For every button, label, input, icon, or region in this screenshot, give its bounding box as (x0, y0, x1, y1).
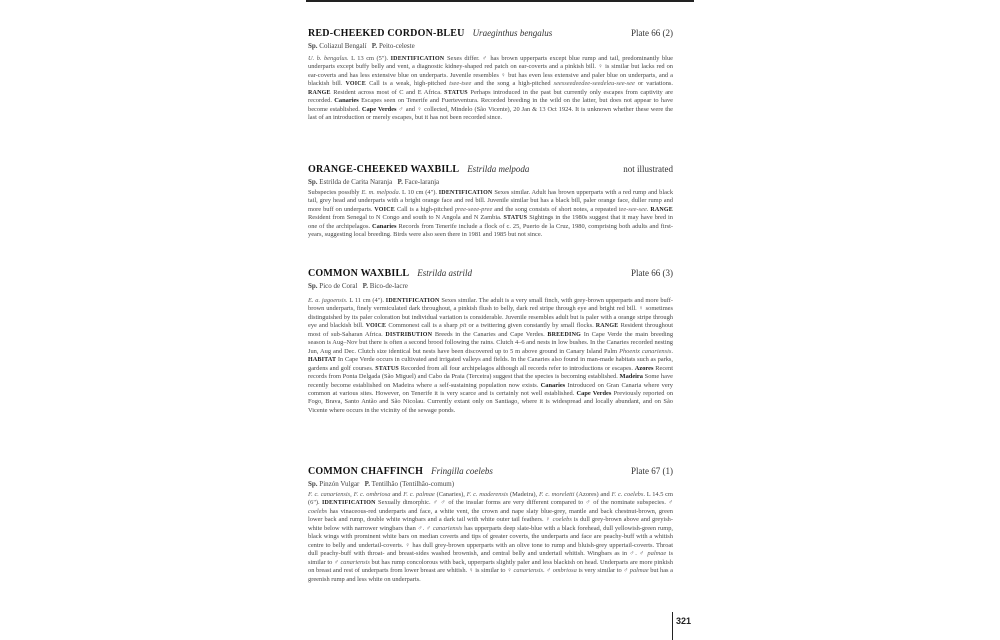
italic-text: pree-seee-pree (454, 205, 493, 213)
italic-text: F. c. palmae (403, 491, 435, 498)
italic-text: tee-see-see (618, 205, 647, 213)
body-text: Sightings in the 1980s suggest that it may have bred in one of the archipelagos. (308, 214, 673, 230)
section-label: HABITAT (308, 357, 338, 364)
body-text: Some have recently become established on Madeira where a self-sustaining population now exists. (308, 373, 673, 389)
body-text: is similar to ♂ (308, 550, 673, 566)
section-label: STATUS (503, 215, 530, 222)
local-names (308, 480, 673, 489)
species-header (308, 28, 673, 41)
species-description (308, 189, 673, 257)
local-names (308, 282, 673, 291)
body-text: Call is a high-pitched (396, 205, 455, 213)
species-name-heading (308, 268, 472, 279)
local-name: Bico-de-lacre (369, 282, 408, 290)
body-text: Resident throughout most of sub-Saharan Africa. (308, 322, 673, 338)
plate-reference: Plate 67 (1) (631, 466, 673, 476)
page-number: 321 (676, 616, 692, 626)
italic-text: E. a. jagoensis. (308, 297, 350, 304)
body-text: Sexually dimorphic. ♂ ♂ of the insular forms are very different compared to ♂ of the nominate subspecies. ♂ (378, 499, 673, 507)
body-text: In Cape Verde the main breeding season is Aug–Nov but there is often a second brood following the rains. Clutch 4–6 and nests in low bushes. In the Canaries recorded nesting Jun, Aug and Dec. Clutch size identical but nests have been discovered up to 5 m above ground in Canary Island Palm (308, 330, 673, 355)
local-name-lang: Sp. (308, 282, 318, 290)
location-label: Canaries (372, 222, 399, 230)
body-text: Recent records from Ponta Delgada (São Miguel) and Cabo da Praia (Terceira) suggest that the species is becoming established. (308, 364, 673, 381)
section-label: RANGE (595, 323, 621, 330)
italic-text: palmae (629, 567, 649, 575)
section-label: RANGE (308, 89, 334, 96)
species-scientific-name: Uraeginthus bengalus (472, 28, 553, 38)
italic-text: canariensis (340, 558, 370, 566)
location-label: Canaries (334, 97, 362, 105)
section-label: IDENTIFICATION (385, 298, 442, 304)
body-text: but has a greenish rump and less white on underparts. (308, 567, 673, 583)
location-label: Azores (634, 364, 656, 372)
location-label: Cape Verdes (361, 105, 399, 113)
body-text: is very similar to ♂ (576, 567, 630, 575)
body-text: . (646, 205, 651, 213)
section-label: IDENTIFICATION (321, 500, 379, 507)
local-name-lang: P. (397, 178, 403, 186)
italic-text: F. c. maderensis (466, 491, 509, 498)
body-text: and the song a high-pitched (471, 80, 554, 88)
local-name-lang: Sp. (308, 178, 318, 186)
body-text: Previously reported on Fogo, Brava, Santo Antão and São Nicolau. Currently extant only on Santiago, where it is widespread and locally abundant, and on São Vicente where occurs in the vicinity of the sewage ponds. (308, 389, 673, 414)
body-text: is dull grey-brown above and greyish-white below with narrower wingbars than ♂. ♂ (308, 516, 673, 532)
body-text: L 11 cm (4"). (349, 297, 386, 304)
species-description (308, 491, 673, 609)
section-label: VOICE (365, 323, 389, 330)
species-name-heading (308, 164, 529, 175)
body-text: . ♂ (543, 567, 553, 575)
body-text: (Madeira), (508, 491, 539, 498)
italic-text: palmae (647, 550, 667, 558)
body-text: Recorded from all four archipelagos although all records refer to introductions or escapes. (400, 364, 635, 372)
species-header (308, 268, 673, 281)
body-text: or variations. (634, 80, 673, 88)
species-scientific-name: Fringilla coelebs (431, 466, 493, 476)
location-label: Madeira (619, 373, 645, 381)
body-text: Commonest call is a sharp (388, 322, 460, 330)
italic-text: coelebs (308, 507, 328, 515)
body-text: Introduced on Gran Canaria where very common at various sites. However, on Tenerife it is very scarce and is certainly not well established. (308, 381, 673, 397)
local-name: Coliazul Bengalí (319, 42, 367, 50)
section-label: BREEDING (547, 331, 584, 338)
section-label: IDENTIFICATION (390, 56, 447, 62)
italic-text: F. c. moreletti (538, 491, 575, 498)
body-text: Resident from Senegal to N Congo and south to N Angola and N Zambia. (308, 214, 504, 222)
local-name: Estrilda de Carita Naranja (319, 178, 393, 186)
species-entry-red-cheeked-cordon-bleu (308, 28, 673, 149)
body-text: or a twittering given constantly by small flocks. (466, 322, 596, 330)
body-text: but has rump concolorous with back, upperparts slightly paler and less blackish on head. Underparts are more pinkish on breast and rest of underparts from lower breast are whitish. ♀ is similar to ♀ (308, 558, 673, 575)
body-text: Call is a weak, high-pitched (369, 80, 450, 88)
italic-text: F. c. coelebs (611, 491, 644, 498)
body-text: In Cape Verde occurs in cultivated and irrigated valleys and fields. In the Canaries also found in man-made habitats such as parks, gardens and golf courses. (308, 356, 673, 372)
body-text: and the song consists of short notes, a repeated (492, 205, 619, 213)
species-header (308, 466, 673, 479)
species-description (308, 297, 673, 459)
local-name: Pico de Coral (319, 282, 358, 290)
section-label: STATUS (375, 365, 401, 372)
body-text: Perhaps introduced in the past but currently only escapes from captivity are recorded. (308, 88, 673, 105)
section-label: VOICE (345, 81, 370, 88)
italic-text: seesseedeedee-seedeleu-see-see (553, 80, 635, 88)
page-top-rule (306, 0, 694, 2)
body-text: Sexes similar. Adult has brown upperparts with a red rump and black tail, grey head and underparts with a bright orange face and red bill. Juvenile similar but has a black bill, paler orange face, duller rump and more buff on underparts. (308, 189, 673, 213)
body-text: ♂ and ♀ collected, Mindelo (São Vicente), 20 Jan & 13 Oct 1924. It is unknown whether these were the last of an introduction or merely escapes, but it has not been recorded since. (308, 105, 673, 122)
italic-text: coelebs (552, 516, 572, 524)
section-label: DISTRIBUTION (385, 331, 435, 338)
body-text: has vinaceous-red underparts and face, a white vent, the crown and nape slaty blue-grey, mantle and back chestnut-brown, green lower back and rump, double white wingbars and a dark tail with white outer tail feathers. ♀ (308, 507, 673, 524)
section-label: RANGE (650, 206, 673, 213)
body-text: Subspecies possibly (308, 189, 362, 196)
species-name-heading (308, 28, 552, 39)
section-label: VOICE (374, 206, 397, 213)
local-name-lang: Sp. (308, 42, 318, 50)
species-description (308, 55, 673, 149)
species-common-name: COMMON CHAFFINCH (308, 466, 424, 477)
plate-reference: not illustrated (623, 164, 673, 174)
local-name-lang: P. (362, 282, 369, 290)
body-text: . L 14.5 cm (6"). (308, 491, 673, 507)
species-common-name: ORANGE-CHEEKED WAXBILL (308, 164, 460, 175)
species-header (308, 164, 673, 177)
body-text: Resident across most of C and E Africa. (333, 88, 445, 96)
local-name: Face-laranja (404, 178, 440, 186)
body-text: has upperparts deep slate-blue with a black forehead, dull yellowish-green rump, black wings with prominent white bars on median coverts and tips of greater coverts, the underparts and face are peachy-buff with a whitish centre to belly and undertail-coverts. ♀ has dull grey-brown upperparts with an olive tone to rump and bluish-grey uppertail-coverts. Throat dull peachy-buff with throat- and breast-sides washed brownish, and central belly and undertail whitish. Wingbars as in ♂. ♂ (308, 524, 673, 558)
body-text: Records from Tenerife include a flock of c. 25, Puerto de la Cruz, 1980, comprising both adults and first-years, suggesting local breeding. Birds were also seen there in 1981 and 1985 but not since. (308, 222, 673, 239)
body-text: . (671, 347, 673, 355)
local-name: Tentilhão (Tentilhão-comum) (371, 480, 455, 488)
local-name-lang: P. (371, 42, 378, 50)
local-name: Pinzón Vulgar (319, 480, 360, 488)
plate-reference: Plate 66 (2) (631, 28, 673, 38)
body-text: Breeds in the Canaries and Cape Verdes. (434, 330, 548, 338)
local-name: Peito-celeste (378, 42, 415, 50)
species-entry-orange-cheeked-waxbill (308, 164, 673, 257)
italic-text: E. m. melpoda (361, 189, 399, 196)
body-text: (Azores) and (574, 491, 612, 498)
italic-text: canariensis (513, 567, 543, 575)
italic-text: Phoenix canariensis (619, 347, 672, 355)
italic-text: U. b. bengalus. (308, 55, 352, 62)
italic-text: ombriosa (552, 567, 577, 575)
local-names (308, 42, 673, 51)
body-text: and (390, 491, 404, 498)
species-common-name: RED-CHEEKED CORDON-BLEU (308, 28, 465, 39)
species-entry-common-waxbill (308, 268, 673, 459)
body-text: Sexes differ. ♂ has brown upperparts except blue rump and tail, predominantly blue underparts except buffy belly and vent, a diagnostic kidney-shaped red patch on ear-coverts and a pinkish bill. ♀ is similar but lacks red on ear-coverts and has less extensive blue on underparts. Juvenile resembles ♀ but has even less extensive and paler blue on underparts, and a blackish bill. (308, 55, 673, 88)
section-label: STATUS (444, 89, 471, 96)
section-label: IDENTIFICATION (438, 190, 495, 196)
location-label: Cape Verdes (576, 389, 614, 397)
italic-text: canariensis (432, 524, 463, 532)
italic-text: tsee-tsee (449, 80, 472, 88)
plate-reference: Plate 66 (3) (631, 268, 673, 278)
species-entry-common-chaffinch (308, 466, 673, 609)
location-label: Canaries (540, 381, 568, 389)
body-text: Escapes seen on Tenerife and Fuerteventura. Recorded breeding in the wild on the latter, but does not appear to have become established. (308, 97, 673, 113)
body-text: (Canaries), (434, 491, 467, 498)
local-name-lang: P. (364, 480, 371, 488)
local-names (308, 178, 673, 187)
species-scientific-name: Estrilda melpoda (467, 164, 530, 174)
body-text: Sexes similar. The adult is a very small finch, with grey-brown upperparts and more buff-brown underparts, finely vermiculated dark throughout, a pinkish flush to belly, dark red stripe through eye and bright red bill. ♀ sometimes distinguished by its paler coloration but individual variation is considerable. Juvenile resembles adult but is paler with a orange stripe through eye and blackish bill. (308, 297, 673, 330)
italic-text: pit (459, 322, 467, 330)
species-name-heading (308, 466, 493, 477)
body-text: L 13 cm (5"). (351, 55, 391, 62)
body-text: . L 10 cm (4"). (398, 189, 439, 196)
italic-text: F. c. canariensis, F. c. ombriosa (308, 491, 391, 498)
species-common-name: COMMON WAXBILL (308, 268, 410, 279)
local-name-lang: Sp. (308, 480, 318, 488)
species-scientific-name: Estrilda astrild (417, 268, 472, 278)
page-number-rule (672, 612, 673, 640)
